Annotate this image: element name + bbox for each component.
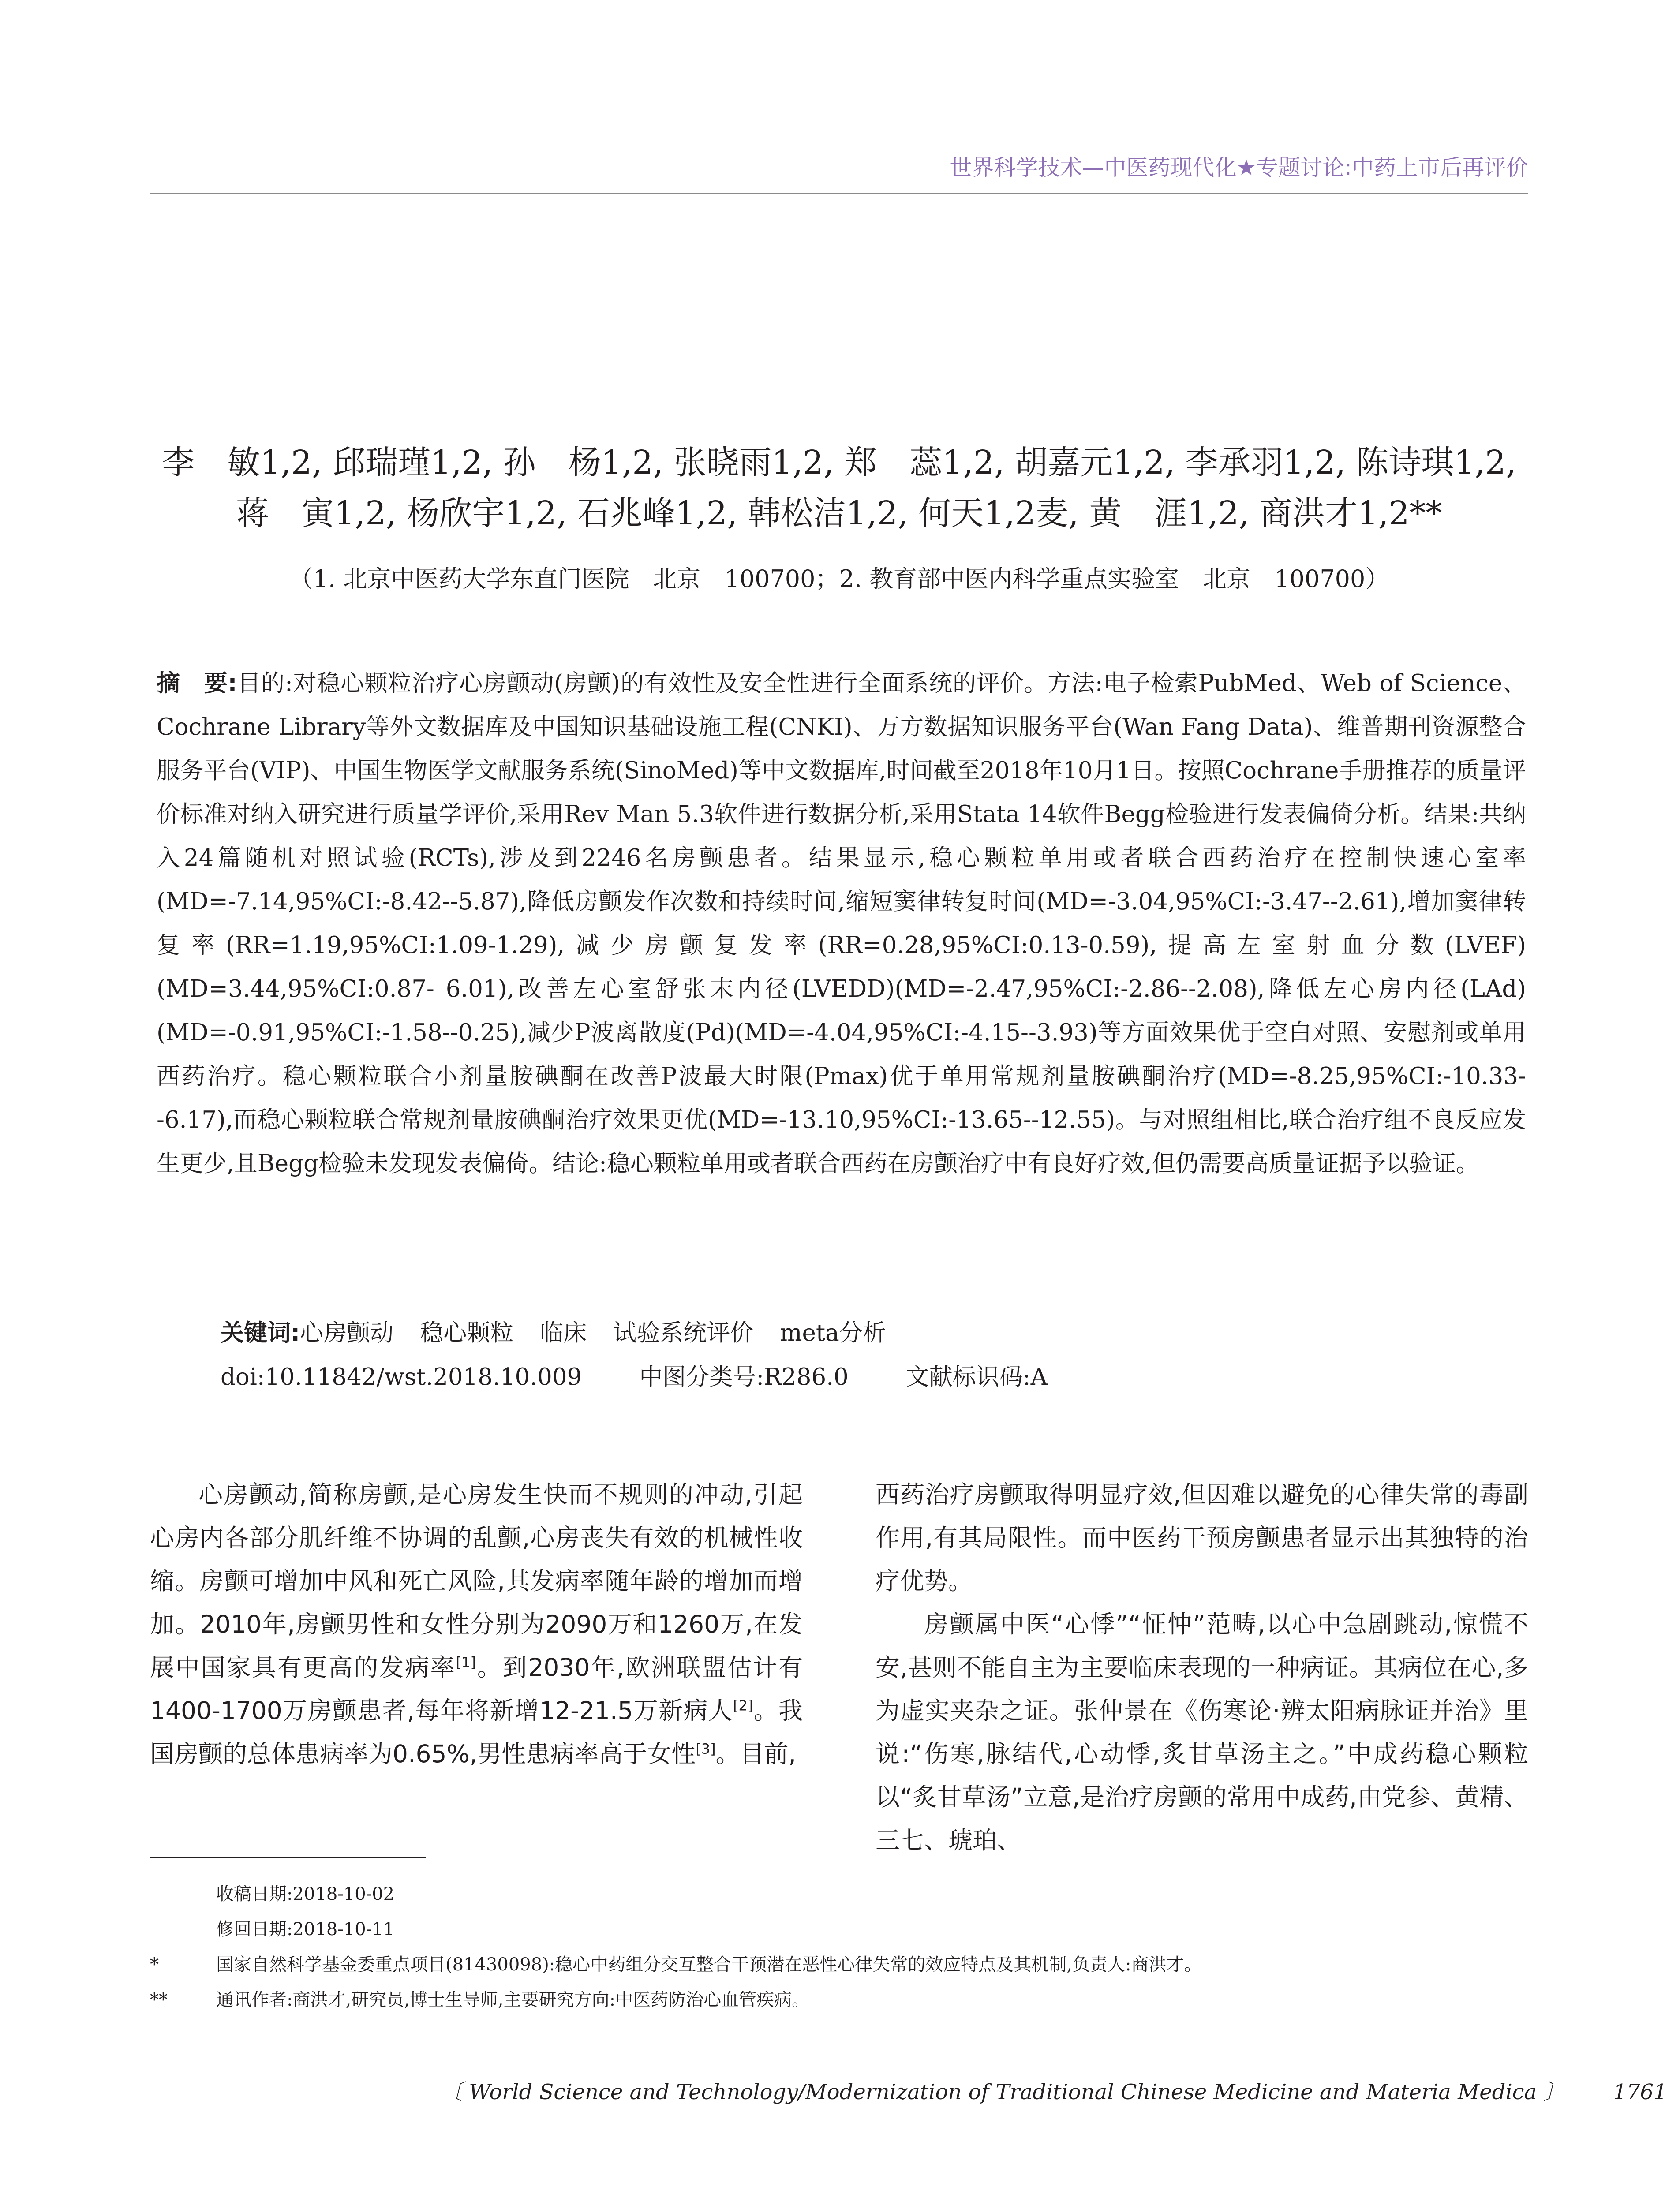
citation-ref: [3]	[696, 1740, 716, 1757]
received-date: 收稿日期:2018-10-02	[216, 1884, 395, 1904]
abstract	[157, 662, 1526, 1185]
clc-number: 中图分类号:R286.0	[639, 1364, 849, 1390]
abstract-label: 摘 要:	[157, 670, 237, 697]
footer-journal-name: 〔 World Science and Technology/Modernization of Traditional Chinese Medicine and Materia Medica 〕	[441, 2080, 1565, 2104]
abstract-text: 目的:对稳心颗粒治疗心房颤动(房颤)的有效性及安全性进行全面系统的评价。方法:电子检索PubMed、Web of Science、Cochrane Library等外文数据库及中国知识基础设施工程(CNKI)、万方数据知识服务平台(Wan Fang Data)、维普期刊资源整合服务平台(VIP)、中国生物医学文献服务系统(SinoMed)等中文数据库,时间截至2018年10月1日。按照Cochrane手册推荐的质量评价标准对纳入研究进行质量学评价,采用Rev Man 5.3软件进行数据分析,采用Stata 14软件Begg检验进行发表偏倚分析。结果:共纳入24篇随机对照试验(RCTs),涉及到2246名房颤患者。结果显示,稳心颗粒单用或者联合西药治疗在控制快速心室率(MD=-7.14,95%CI:-8.42--5.87),降低房颤发作次数和持续时间,缩短窦律转复时间(MD=-3.04,95%CI:-3.47--2.61),增加窦律转复率(RR=1.19,95%CI:1.09-1.29),减少房颤复发率(RR=0.28,95%CI:0.13-0.59),提高左室射血分数(LVEF)(MD=3.44,95%CI:0.87- 6.01),改善左心室舒张末内径(LVEDD)(MD=-2.47,95%CI:-2.86--2.08),降低左心房内径(LAd)(MD=-0.91,95%CI:-1.58--0.25),减少P波离散度(Pd)(MD=-4.04,95%CI:-4.15--3.93)等方面效果优于空白对照、安慰剂或单用西药治疗。稳心颗粒联合小剂量胺碘酮在改善P波最大时限(Pmax)优于单用常规剂量胺碘酮治疗(MD=-8.25,95%CI:-10.33--6.17),而稳心颗粒联合常规剂量胺碘酮治疗效果更优(MD=-13.10,95%CI:-13.65--12.55)。与对照组相比,联合治疗组不良反应发生更少,且Begg检验未发现发表偏倚。结论:稳心颗粒单用或者联合西药在房颤治疗中有良好疗效,但仍需要高质量证据予以验证。	[157, 670, 1526, 1177]
article-meta	[221, 1356, 1522, 1398]
keyword: 稳心颗粒	[420, 1319, 514, 1346]
revised-date: 修回日期:2018-10-11	[216, 1919, 395, 1940]
header-rule	[150, 193, 1528, 194]
body-paragraph	[150, 1473, 803, 1775]
footnotes	[150, 1876, 1528, 2018]
body-column-right	[876, 1473, 1528, 1862]
doi: doi:10.11842/wst.2018.10.009	[221, 1364, 582, 1390]
body-text: 。到2030年,欧洲联盟估计有1400-1700万房颤患者,每年将新增12-21.5万新病人	[150, 1653, 803, 1725]
page-number: 1761	[1613, 2080, 1667, 2104]
body-paragraph: 西药治疗房颤取得明显疗效,但因难以避免的心律失常的毒副作用,有其局限性。而中医药干预房颤患者显示出其独特的治疗优势。	[876, 1480, 1528, 1595]
document-code: 文献标识码:A	[905, 1364, 1048, 1390]
corresponding-author-note	[150, 1982, 1528, 2018]
funding-text: 国家自然科学基金委重点项目(81430098):稳心中药组分交互整合干预潜在恶性心律失常的效应特点及其机制,负责人:商洪才。	[216, 1955, 1202, 1975]
body-text: 心房颤动,简称房颤,是心房发生快而不规则的冲动,引起心房内各部分肌纤维不协调的乱颤,心房丧失有效的机械性收缩。房颤可增加中风和死亡风险,其发病率随年龄的增加而增加。2010年,房颤男性和女性分别为2090万和1260万,在发展中国家具有更高的发病率	[150, 1480, 803, 1682]
citation-ref: [2]	[733, 1697, 753, 1714]
revised-date-row	[150, 1912, 1528, 1947]
footnote-mark: *	[150, 1955, 159, 1975]
footnote-rule	[150, 1857, 426, 1858]
footnote-mark: **	[150, 1990, 168, 2010]
keyword: 试验系统评价	[613, 1319, 754, 1346]
body-text: 。我国房颤的总体患病率为0.65%,男性患病率高于女性	[150, 1697, 803, 1768]
body-paragraph: 房颤属中医“心悸”“怔忡”范畴,以心中急剧跳动,惊慌不安,甚则不能自主为主要临床表现的一种病证。其病位在心,多为虚实夹杂之证。张仲景在《伤寒论·辨太阳病脉证并治》里说:“伤寒,脉结代,心动悸,炙甘草汤主之。”中成药稳心颗粒以“炙甘草汤”立意,是治疗房颤的常用中成药,由党参、黄精、三七、琥珀、	[876, 1610, 1528, 1854]
received-date-row	[150, 1876, 1528, 1912]
keyword: meta分析	[780, 1319, 886, 1346]
body-text: 。目前,	[715, 1740, 797, 1768]
citation-ref: [1]	[456, 1654, 476, 1671]
funding-note	[150, 1947, 1528, 1982]
affiliation: （1. 北京中医药大学东直门医院 北京 100700；2. 教育部中医内科学重点实验室 北京 100700）	[289, 565, 1389, 593]
running-footer	[441, 2075, 1667, 2105]
running-header: 世界科学技术—中医药现代化★专题讨论:中药上市后再评价	[950, 155, 1528, 180]
keywords-label: 关键词:	[221, 1319, 300, 1346]
corresponding-author-text: 通讯作者:商洪才,研究员,博士生导师,主要研究方向:中医药防治心血管疾病。	[216, 1990, 810, 2010]
keyword: 临床	[540, 1319, 587, 1346]
keyword: 心房颤动	[300, 1319, 394, 1346]
author-list-line-1: 李 敏1,2, 邱瑞瑾1,2, 孙 杨1,2, 张晓雨1,2, 郑 蕊1,2, 胡嘉元1,2, 李承羽1,2, 陈诗琪1,2,	[162, 444, 1516, 482]
keywords	[221, 1312, 1522, 1354]
author-list-line-2: 蒋 寅1,2, 杨欣宇1,2, 石兆峰1,2, 韩松洁1,2, 何天1,2麦, 黄 涯1,2, 商洪才1,2**	[236, 494, 1442, 532]
body-column-left	[150, 1473, 803, 1775]
